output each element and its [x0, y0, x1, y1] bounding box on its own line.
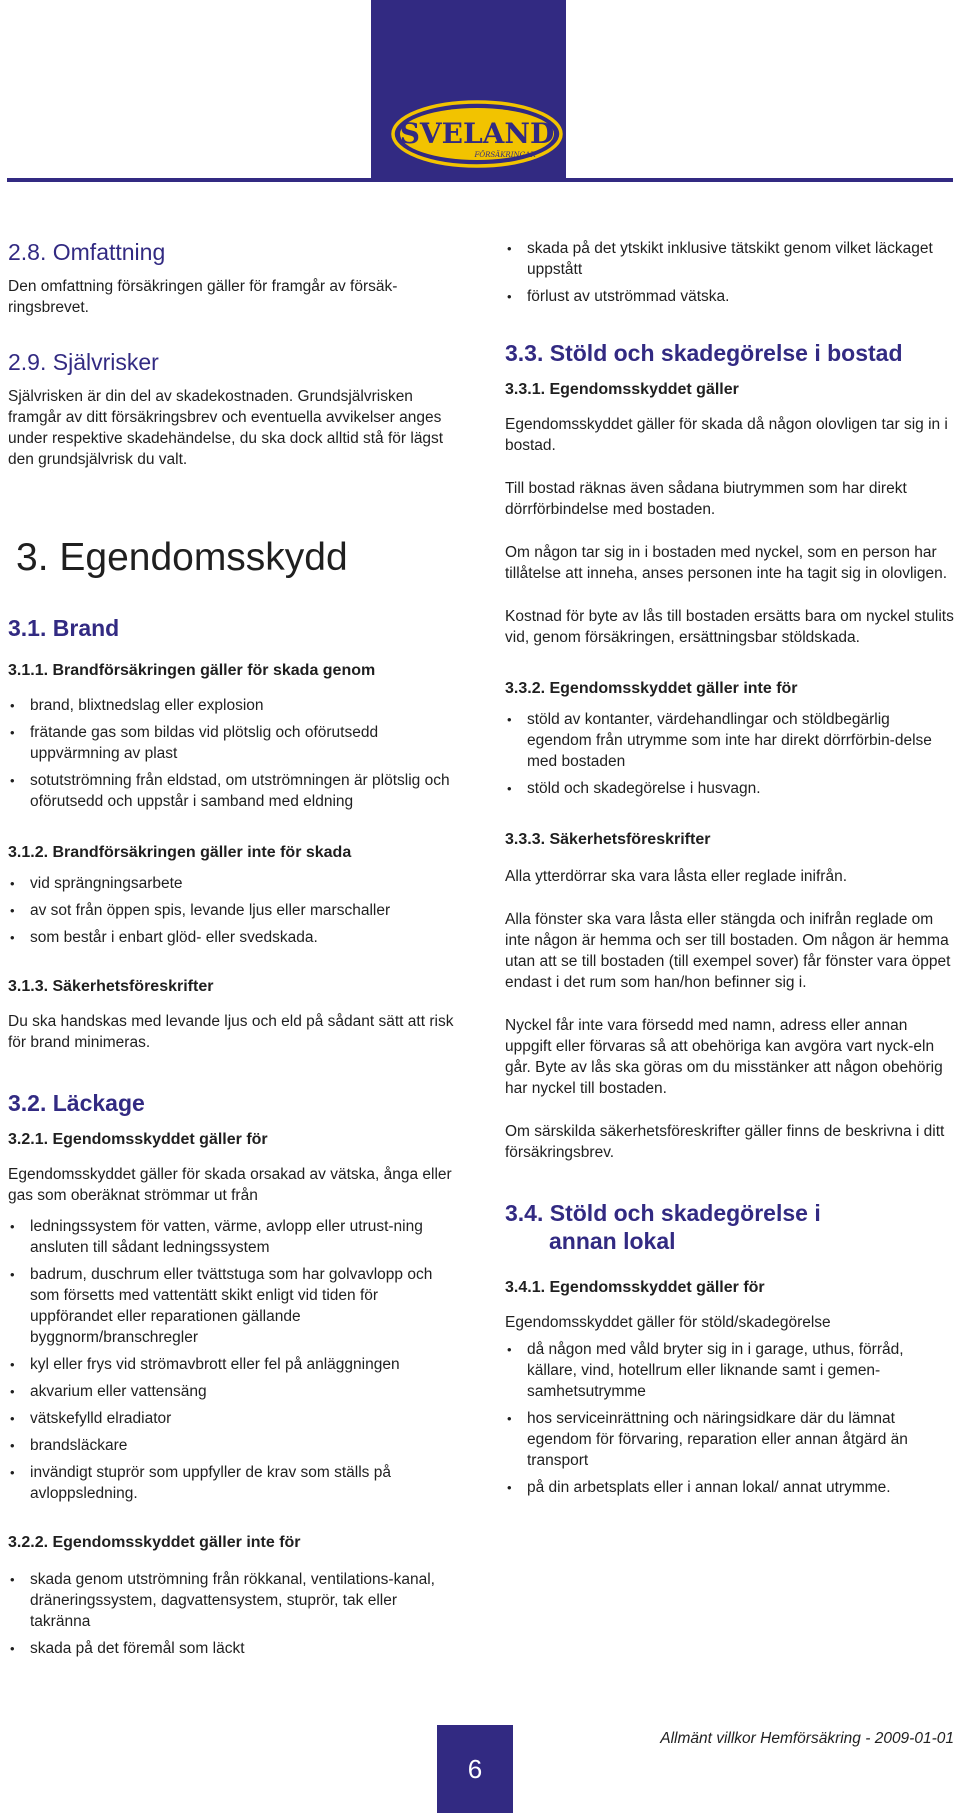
section-3-1-1-list [8, 695, 456, 812]
list-item: • stöld och skadegörelse i husvagn. [505, 778, 955, 799]
list-item: • sotutströmning från eldstad, om utströmningen är plötslig och oförutsedd och uppstår i samband med eldning [8, 770, 456, 812]
section-3-1-title: 3.1. Brand [8, 615, 120, 641]
section-3-1-1-title: 3.1.1. Brandförsäkringen gäller för skada genom [8, 662, 376, 679]
list-item: • som består i enbart glöd- eller svedskada. [8, 927, 456, 948]
section-3-3-3-title: 3.3.3. Säkerhetsföreskrifter [505, 831, 711, 848]
section-3-2-2-list [8, 1569, 456, 1659]
section-3-1-2-list [8, 873, 456, 948]
section-2-8-title: 2.8. Omfattning [8, 239, 166, 265]
section-3-3-2-list [505, 709, 955, 799]
list-item: • brand, blixtnedslag eller explosion [8, 695, 456, 716]
section-3-1-2-title: 3.1.2. Brandförsäkringen gäller inte för skada [8, 844, 352, 861]
footer-doc-title: Allmänt villkor Hemförsäkring - 2009-01-01 [660, 1730, 954, 1747]
page-number: 6 [437, 1725, 513, 1813]
section-3-2-1-title: 3.2.1. Egendomsskyddet gäller för [8, 1131, 268, 1148]
list-item: • hos serviceinrättning och näringsidkare där du lämnat egendom för förvaring, reparation eller annan åtgärd än transport [505, 1408, 955, 1471]
section-3-3-3-p4: Om särskilda säkerhetsföreskrifter gäller finns de beskrivna i ditt försäkringsbrev. [505, 1123, 945, 1161]
list-item: • akvarium eller vattensäng [8, 1381, 456, 1402]
logo-block [371, 0, 566, 178]
list-item: • brandsläckare [8, 1435, 456, 1456]
list-item: • vid sprängningsarbete [8, 873, 456, 894]
list-item: • skada genom utströmning från rökkanal, ventilations-kanal, dräneringssystem, dagvattensystem, stuprör, tak eller takränna [8, 1569, 456, 1632]
left-column [8, 238, 456, 1659]
list-item: • ledningssystem för vatten, värme, avlopp eller utrust-ning ansluten till sådant ledningssystem [8, 1216, 456, 1258]
list-item: • då någon med våld bryter sig in i garage, uthus, förråd, källare, vind, hotellrum eller liknande samt i gemen-samhetsutrymme [505, 1339, 955, 1402]
section-3-3-1-p3: Om någon tar sig in i bostaden med nyckel, som en person har tillåtelse att inneha, anses personen inte ha tagit sig in olovligen. [505, 544, 948, 582]
section-3-2-1-list [8, 1216, 456, 1504]
list-item: • invändigt stuprör som uppfyller de krav som ställs på avloppsledning. [8, 1462, 456, 1504]
section-3-3-3-p1: Alla ytterdörrar ska vara låsta eller reglade inifrån. [505, 868, 848, 885]
section-3-1-3-text: Du ska handskas med levande ljus och eld på sådant sätt att risk för brand minimeras. [8, 1013, 454, 1051]
section-3-1-3-title: 3.1.3. Säkerhetsföreskrifter [8, 978, 214, 995]
section-3-4-title-line1: 3.4. Stöld och skadegörelse i [505, 1200, 821, 1226]
section-3-3-1-p2: Till bostad räknas även sådana biutrymmen som har direkt dörrförbindelse med bostaden. [505, 480, 907, 518]
list-item: • badrum, duschrum eller tvättstuga som har golvavlopp och som försetts med vattentätt skikt enligt vid tiden för uppförandet eller reparationen gällande byggnorm/branschregler [8, 1264, 456, 1348]
right-column [505, 238, 955, 1498]
section-3-3-title: 3.3. Stöld och skadegörelse i bostad [505, 340, 903, 366]
header-rule [7, 178, 953, 182]
list-item: • förlust av utströmmad vätska. [505, 286, 955, 307]
leak-continued-list [505, 238, 955, 307]
section-3-4-1-text: Egendomsskyddet gäller för stöld/skadegörelse [505, 1314, 831, 1331]
section-3-3-3-p2: Alla fönster ska vara låsta eller stängda och inifrån reglade om inte någon är hemma och ser till bostaden. Om någon är hemma utan att se till bostaden (till exempel sover) får fönster vara öppet endast i det rum som han/hon befinner sig i. [505, 911, 951, 991]
section-3-2-1-text: Egendomsskyddet gäller för skada orsakad av vätska, ånga eller gas som oberäknat strömmar ut från [8, 1166, 452, 1204]
list-item: • av sot från öppen spis, levande ljus eller marschaller [8, 900, 456, 921]
section-3-4-1-list [505, 1339, 955, 1498]
list-item: • kyl eller frys vid strömavbrott eller fel på anläggningen [8, 1354, 456, 1375]
section-3-3-1-title: 3.3.1. Egendomsskyddet gäller [505, 381, 739, 398]
list-item: • stöld av kontanter, värdehandlingar och stöldbegärlig egendom från utrymme som inte har direkt dörrförbin-delse med bostaden [505, 709, 955, 772]
section-3-3-1-p4: Kostnad för byte av lås till bostaden ersätts bara om nyckel stulits vid, genom försäkringen, ersättningsbar stöldskada. [505, 608, 954, 646]
list-item: • skada på det ytskikt inklusive tätskikt genom vilket läckaget uppstått [505, 238, 955, 280]
sveland-logo [371, 0, 566, 178]
section-3-4-title [505, 1199, 955, 1255]
section-3-3-1-p1: Egendomsskyddet gäller för skada då någon olovligen tar sig in i bostad. [505, 416, 948, 454]
logo-subtext: FÖRSÄKRINGAR [474, 151, 536, 159]
list-item: • skada på det föremål som läckt [8, 1638, 456, 1659]
section-3-3-2-title: 3.3.2. Egendomsskyddet gäller inte för [505, 680, 798, 697]
section-3-3-3-p3: Nyckel får inte vara försedd med namn, adress eller annan uppgift eller förvaras så att obehöriga kan avgöra vart nyck-eln går. Byte av lås ska göras om du misstänker att någon obehörig har nyckel till bostaden. [505, 1017, 943, 1097]
logo-text: SVELAND [399, 117, 555, 150]
section-2-9-text: Självrisken är din del av skadekostnaden. Grundsjälvrisken framgår av ditt försäkringsbrev och eventuella avvikelser anges under respektive skadehändelse, du ska dock alltid stå för lägst den grundsjälvrisk du valt. [8, 388, 444, 468]
chapter-title: 3. Egendomsskydd [16, 536, 348, 579]
list-item: • vätskefylld elradiator [8, 1408, 456, 1429]
section-2-8-text: Den omfattning försäkringen gäller för framgår av försäk-ringsbrevet. [8, 278, 398, 316]
list-item: • frätande gas som bildas vid plötslig och oförutsedd uppvärmning av plast [8, 722, 456, 764]
section-3-4-1-title: 3.4.1. Egendomsskyddet gäller för [505, 1279, 765, 1296]
section-2-9-title: 2.9. Självrisker [8, 349, 159, 375]
section-3-4-title-line2: annan lokal [549, 1228, 676, 1254]
section-3-2-2-title: 3.2.2. Egendomsskyddet gäller inte för [8, 1534, 301, 1551]
list-item: • på din arbetsplats eller i annan lokal/ annat utrymme. [505, 1477, 955, 1498]
section-3-2-title: 3.2. Läckage [8, 1090, 145, 1116]
